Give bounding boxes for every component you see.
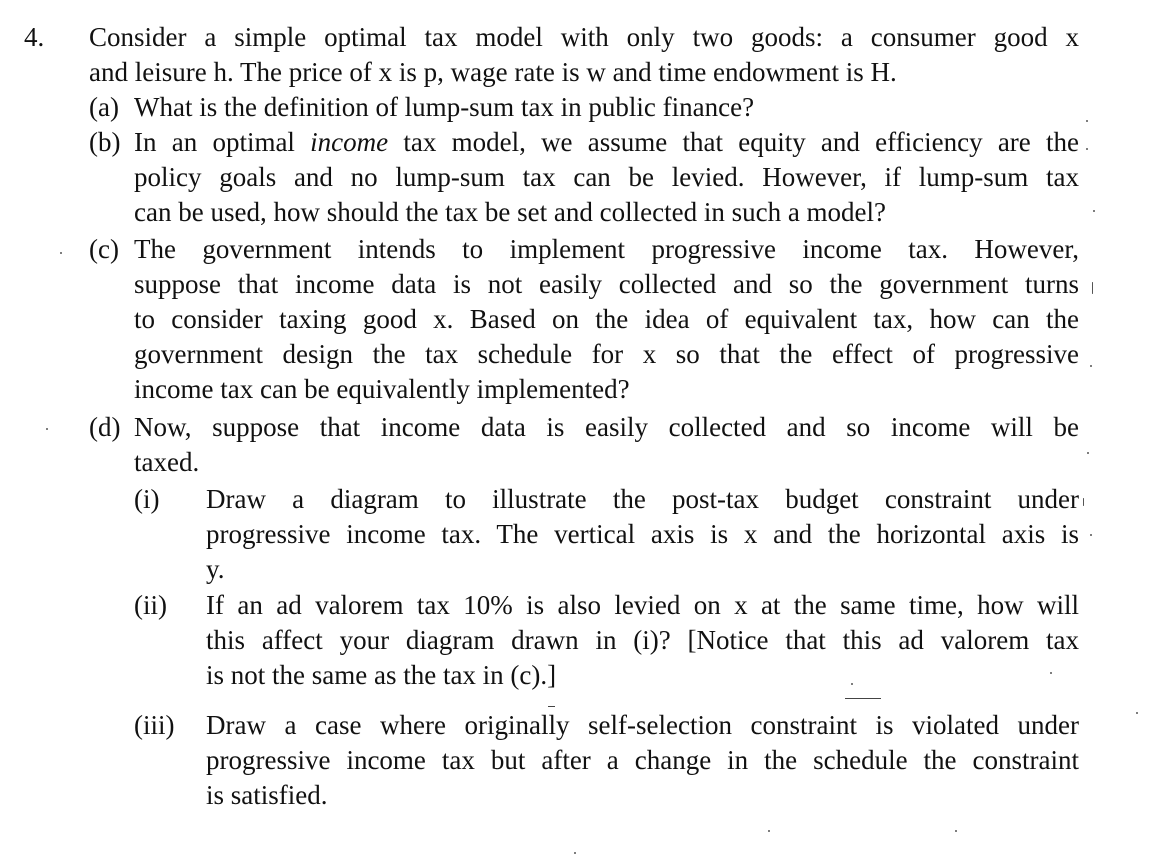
part-c-line-5: income tax can be equivalently implemented? — [134, 374, 630, 404]
part-b-line-1-start: In an optimal — [134, 127, 295, 157]
part-b-label: (b) — [89, 127, 121, 157]
scan-speck — [1136, 712, 1138, 714]
subpart-ii-line-1: If an ad valorem tax 10% is also levied on x at the same time, how will — [206, 590, 1079, 620]
part-a-label: (a) — [89, 92, 119, 122]
part-b-emphasis: income — [310, 127, 389, 157]
part-c-label: (c) — [89, 234, 119, 264]
part-d-label: (d) — [89, 412, 121, 442]
scan-speck — [768, 830, 770, 832]
question-intro-line-1: Consider a simple optimal tax model with only two goods: a consumer good x — [89, 22, 1079, 52]
scan-speck — [1086, 148, 1088, 150]
subpart-i-line-3: y. — [206, 554, 225, 584]
question-number: 4. — [24, 22, 45, 52]
subpart-i-line-1: Draw a diagram to illustrate the post-tax budget constraint under — [206, 484, 1079, 514]
part-b-line-3: can be used, how should the tax be set and collected in such a model? — [134, 197, 887, 227]
scan-speck — [1090, 365, 1092, 367]
part-b-line-1-end: tax model, we assume that equity and efficiency are the — [403, 127, 1079, 157]
part-d-line-2: taxed. — [134, 447, 200, 477]
scan-dash — [548, 706, 555, 707]
scan-speck — [1086, 120, 1088, 122]
part-c-line-1: The government intends to implement progressive income tax. However, — [134, 234, 1079, 264]
scan-speck — [955, 830, 957, 832]
subpart-ii-label: (ii) — [134, 590, 167, 620]
scan-dash — [845, 698, 881, 699]
part-c-line-3: to consider taxing good x. Based on the idea of equivalent tax, how can the — [134, 304, 1079, 334]
scan-speck — [1092, 282, 1093, 294]
subpart-i-label: (i) — [134, 484, 160, 514]
scan-speck — [1083, 498, 1084, 506]
part-c-line-4: government design the tax schedule for x so that the effect of progressive — [134, 339, 1079, 369]
scan-speck — [46, 428, 48, 430]
subpart-iii-line-2: progressive income tax but after a change in the schedule the constraint — [206, 745, 1079, 775]
subpart-iii-label: (iii) — [134, 710, 175, 740]
subpart-ii-line-2: this affect your diagram drawn in (i)? [Notice that this ad valorem tax — [206, 625, 1079, 655]
subpart-iii-line-1: Draw a case where originally self-selection constraint is violated under — [206, 710, 1079, 740]
part-b-line-1 — [134, 125, 1079, 160]
part-d-line-1: Now, suppose that income data is easily collected and so income will be — [134, 412, 1079, 442]
scan-speck — [574, 852, 576, 854]
scan-speck — [851, 683, 853, 685]
part-b-line-2: policy goals and no lump-sum tax can be levied. However, if lump-sum tax — [134, 162, 1079, 192]
question-intro-line-2: and leisure h. The price of x is p, wage rate is w and time endowment is H. — [89, 57, 897, 87]
subpart-ii-line-3: is not the same as the tax in (c).] — [206, 660, 557, 690]
subpart-iii-line-3: is satisfied. — [206, 780, 328, 810]
scan-speck — [60, 252, 62, 254]
part-c-line-2: suppose that income data is not easily collected and so the government turns — [134, 269, 1079, 299]
scan-speck — [1087, 452, 1089, 454]
part-a-text: What is the definition of lump-sum tax in public finance? — [134, 92, 755, 122]
scan-speck — [1050, 672, 1052, 674]
subpart-i-line-2: progressive income tax. The vertical axis is x and the horizontal axis is — [206, 519, 1079, 549]
scan-speck — [1093, 210, 1095, 212]
scan-speck — [1090, 534, 1092, 536]
